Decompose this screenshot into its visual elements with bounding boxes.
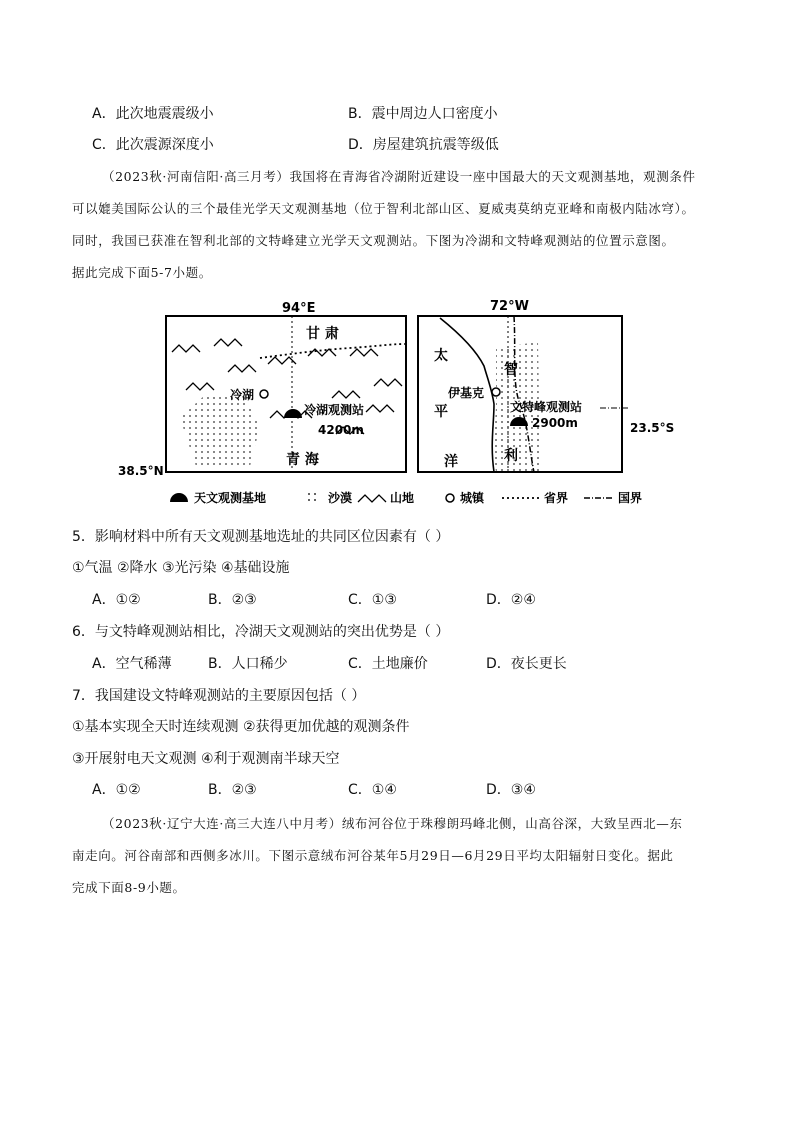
- option-c: C．此次震源深度小: [92, 137, 214, 153]
- q5-option-a: A．①②: [92, 592, 141, 608]
- q5-option-d: D．②④: [486, 592, 536, 608]
- ventarrones-map-panel: [418, 299, 674, 472]
- ocean-char-2: 平: [434, 404, 448, 420]
- legend-desert-label: 沙漠: [328, 491, 353, 505]
- q7-option-d: D．③④: [486, 782, 536, 798]
- q6-stem: 6．与文特峰观测站相比，冷湖天文观测站的突出优势是（ ）: [72, 624, 450, 640]
- passage2-line1: （2023秋·辽宁大连·高三大连八中月考）绒布河谷位于珠穆朗玛峰北侧，山高谷深，大致呈西北—东: [102, 816, 683, 831]
- legend-national-border-label: 国界: [618, 491, 643, 505]
- option-a: A．此次地震震级小: [92, 106, 214, 122]
- q5-option-c: C．①③: [348, 592, 397, 608]
- legend-town-icon: [446, 494, 454, 502]
- q6-option-a: A．空气稀薄: [92, 656, 172, 672]
- passage2-line3: 完成下面8-9小题。: [72, 880, 186, 895]
- lenghu-town-marker: [260, 390, 268, 398]
- iquique-town-marker: [492, 388, 500, 396]
- ocean-char-1: 太: [434, 348, 448, 364]
- lenghu-town-label: 冷湖: [230, 388, 255, 402]
- chile-char-2: 利: [504, 448, 518, 464]
- passage1-line4: 据此完成下面5-7小题。: [72, 265, 212, 280]
- passage1-line2: 可以媲美国际公认的三个最佳光学天文观测基地（位于智利北部山区、夏威夷莫纳克亚峰和南极内陆冰穹）。: [72, 201, 695, 216]
- location-map: [110, 294, 690, 510]
- q7-stem: 7．我国建设文特峰观测站的主要原因包括（ ）: [72, 688, 366, 704]
- passage1-line1: （2023秋·河南信阳·高三月考）我国将在青海省冷湖附近建设一座中国最大的天文观测基地，观测条件: [102, 169, 696, 184]
- qinghai-label: 青 海: [286, 452, 319, 468]
- gansu-label: 甘 肃: [306, 326, 339, 342]
- q7-option-a: A．①②: [92, 782, 141, 798]
- q6-option-b: B．人口稀少: [208, 656, 288, 672]
- passage2-line2: 南走向。河谷南部和西侧多冰川。下图示意绒布河谷某年5月29日—6月29日平均太阳辐射日变化。据此: [72, 848, 674, 863]
- passage1-line3: 同时，我国已获准在智利北部的文特峰建立光学天文观测站。下图为冷湖和文特峰观测站的位置示意图。: [72, 233, 675, 248]
- lenghu-map-panel: [118, 301, 406, 478]
- option-d: D．房屋建筑抗震等级低: [348, 137, 499, 153]
- q6-option-d: D．夜长更长: [486, 656, 567, 672]
- option-b: B．震中周边人口密度小: [348, 106, 498, 122]
- legend-mountain-label: 山地: [390, 491, 415, 505]
- q7-items-2: ③开展射电天文观测 ④利于观测南半球天空: [72, 751, 340, 767]
- q7-items-1: ①基本实现全天时连续观测 ②获得更加优越的观测条件: [72, 719, 410, 735]
- lenghu-elevation-label: 4200m: [318, 423, 364, 437]
- legend-province-border-label: 省界: [544, 491, 569, 505]
- lat-38-5n-label: 38.5°N: [118, 464, 164, 478]
- map-legend: [170, 490, 642, 505]
- legend-desert-icon: [308, 493, 316, 501]
- q6-option-c: C．土地廉价: [348, 656, 428, 672]
- q5-items: ①气温 ②降水 ③光污染 ④基础设施: [72, 560, 290, 576]
- q7-option-b: B．②③: [208, 782, 257, 798]
- lon-94e-label: 94°E: [282, 301, 316, 316]
- chile-char-1: 智: [504, 362, 518, 378]
- lenghu-station-label: 冷湖观测站: [304, 403, 365, 417]
- lon-72w-label: 72°W: [490, 299, 529, 314]
- ventarrones-station-label: 文特峰观测站: [510, 400, 583, 414]
- legend-town-label: 城镇: [460, 491, 485, 505]
- ocean-char-3: 洋: [444, 454, 458, 470]
- lat-23-5s-label: 23.5°S: [630, 421, 675, 435]
- ventarrones-elevation-label: 2900m: [532, 416, 578, 430]
- q7-option-c: C．①④: [348, 782, 397, 798]
- iquique-label: 伊基克: [448, 386, 485, 400]
- q5-stem: 5．影响材料中所有天文观测基地选址的共同区位因素有（ ）: [72, 529, 450, 545]
- legend-base-icon: [170, 493, 188, 502]
- legend-base-label: 天文观测基地: [194, 491, 267, 505]
- legend-mountain-icon: [358, 495, 386, 502]
- q5-option-b: B．②③: [208, 592, 257, 608]
